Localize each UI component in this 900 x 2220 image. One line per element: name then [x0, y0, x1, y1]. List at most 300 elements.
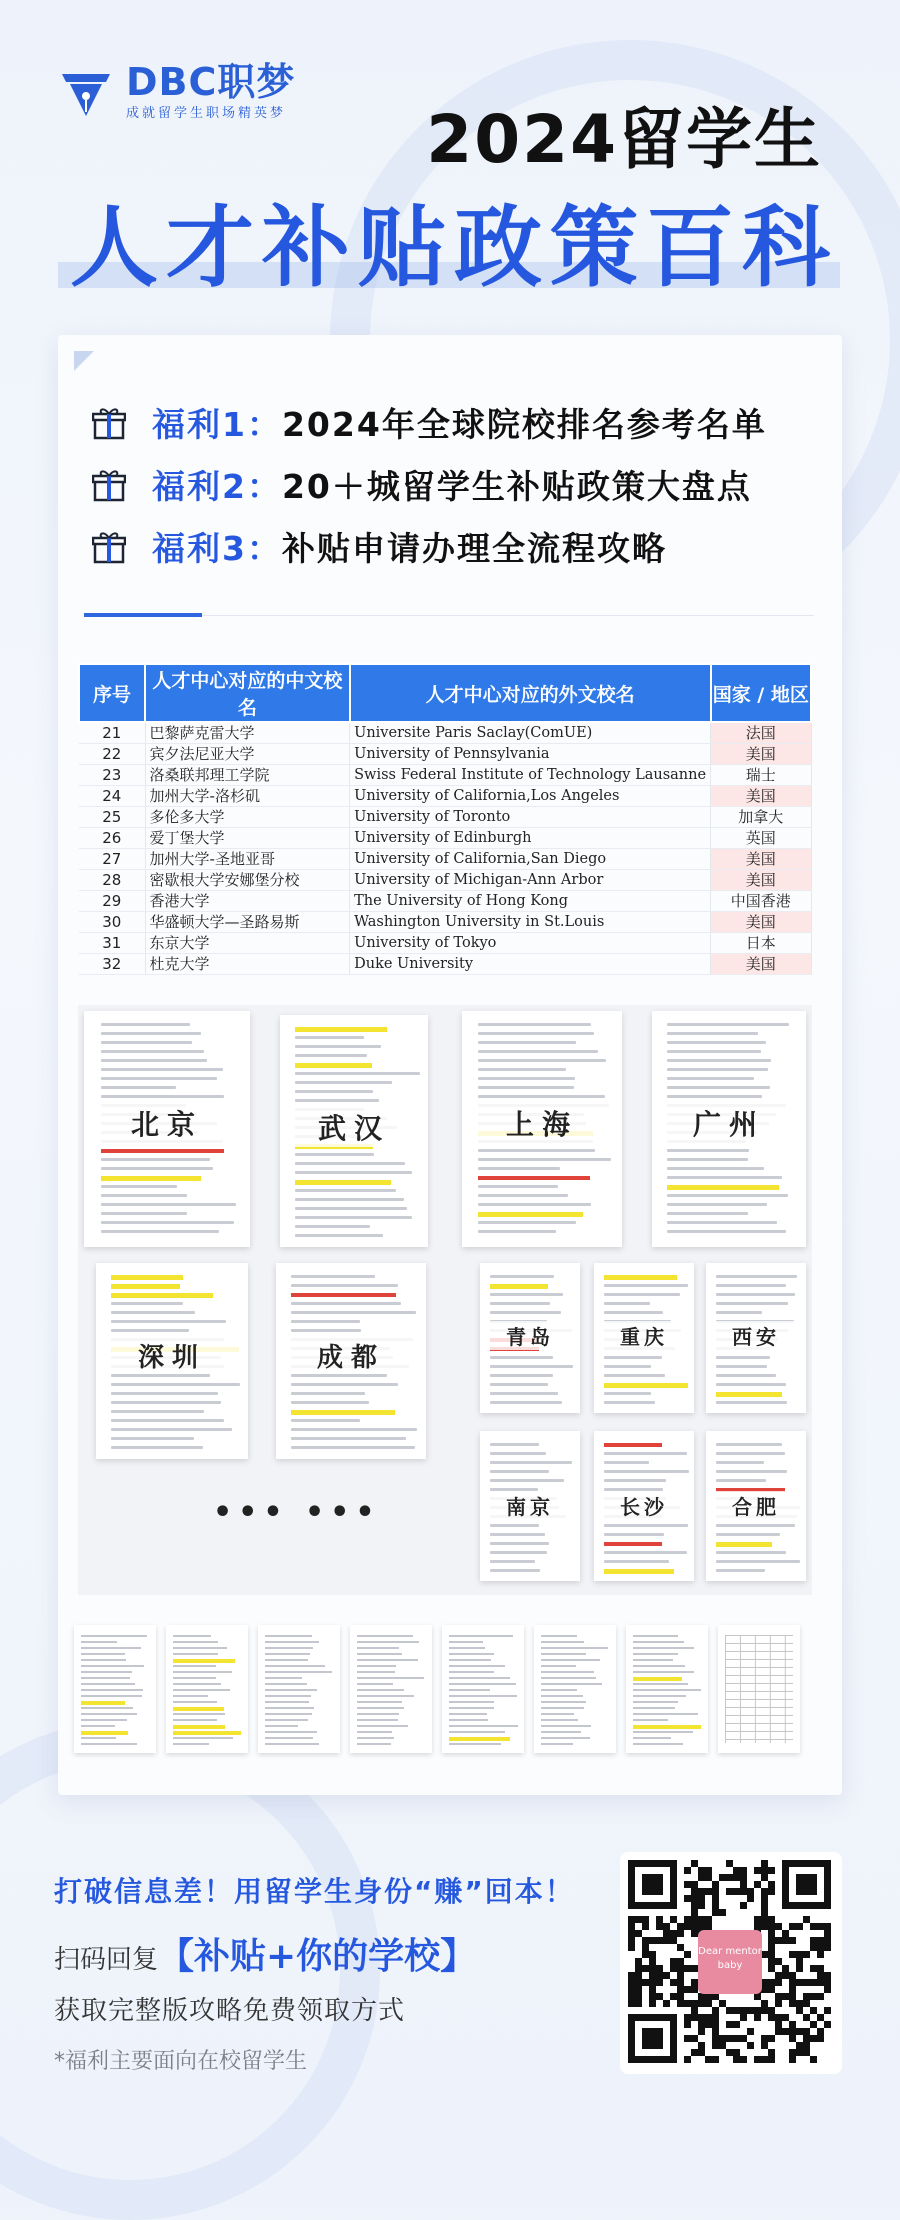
thumbnail-text-line — [541, 1677, 596, 1679]
thumbnail-text-line — [265, 1719, 308, 1721]
thumbnail-text-line — [81, 1635, 147, 1637]
city-label: 广州 — [652, 1103, 806, 1143]
document-text-line — [716, 1533, 780, 1536]
document-text-line — [101, 1230, 219, 1233]
cell-chinese-name: 爱丁堡大学 — [145, 828, 350, 849]
document-text-line — [667, 1068, 768, 1071]
cell-chinese-name: 东京大学 — [145, 933, 350, 954]
document-text-line — [604, 1374, 665, 1377]
thumbnail-text-line — [357, 1707, 404, 1709]
document-text-line — [490, 1275, 554, 1278]
document-text-line — [604, 1479, 666, 1482]
thumbnail-text-line — [265, 1653, 310, 1655]
thumbnail-text-line — [633, 1725, 702, 1729]
thumbnail-text-line — [81, 1713, 138, 1715]
document-text-line — [101, 1194, 187, 1197]
document-text-line — [604, 1542, 662, 1546]
cell-chinese-name: 宾夕法尼亚大学 — [145, 744, 350, 765]
document-text-line — [295, 1189, 396, 1192]
table-row — [79, 870, 811, 891]
thumbnail-text-line — [81, 1731, 129, 1735]
thumbnail-text-line — [541, 1713, 574, 1715]
thumbnail-text-line — [265, 1665, 325, 1667]
document-text-line — [478, 1194, 568, 1197]
document-text-line — [291, 1275, 375, 1278]
document-text-line — [101, 1059, 208, 1062]
document-text-line — [604, 1560, 669, 1563]
cell-index: 22 — [79, 744, 145, 765]
qr-code[interactable] — [620, 1852, 842, 2074]
gift-icon — [92, 530, 126, 564]
document-text-line — [716, 1383, 786, 1386]
cell-country: 中国香港 — [711, 891, 811, 912]
document-text-line — [478, 1212, 583, 1217]
pen-nib-icon — [58, 64, 114, 120]
cell-foreign-name: University of Michigan-Ann Arbor — [350, 870, 711, 891]
document-beijing — [84, 1011, 250, 1247]
table-row — [79, 828, 811, 849]
document-text-line — [478, 1077, 575, 1080]
thumbnail-text-line — [81, 1665, 145, 1667]
thumbnail-text-line — [81, 1701, 125, 1705]
document-text-line — [604, 1551, 687, 1554]
document-text-line — [295, 1072, 420, 1075]
document-text-line — [604, 1311, 663, 1314]
thumbnail-text-line — [633, 1653, 678, 1655]
city-label: 南京 — [480, 1491, 580, 1520]
thumbnail-text-line — [633, 1695, 686, 1697]
city-label: 重庆 — [594, 1321, 694, 1350]
cell-chinese-name: 香港大学 — [145, 891, 350, 912]
document-text-line — [295, 1207, 407, 1210]
document-text-line — [101, 1221, 234, 1224]
thumbnail-text-line — [541, 1683, 602, 1685]
cell-country: 英国 — [711, 828, 811, 849]
thumbnail-text-line — [265, 1677, 302, 1679]
scan-instruction — [54, 1928, 476, 1979]
cell-foreign-name: University of California,San Diego — [350, 849, 711, 870]
document-thumbnail-table — [718, 1625, 800, 1753]
thumbnail-text-line — [265, 1725, 298, 1727]
brand-name: DBC职梦 — [126, 60, 296, 104]
document-text-line — [667, 1023, 789, 1026]
year-title: 2024留学生 — [426, 101, 822, 178]
cell-index: 26 — [79, 828, 145, 849]
thumbnail-text-line — [633, 1671, 694, 1673]
document-text-line — [111, 1284, 180, 1289]
document-text-line — [490, 1533, 545, 1536]
thumbnail-text-line — [541, 1641, 584, 1643]
cell-index: 32 — [79, 954, 145, 975]
document-text-line — [716, 1275, 797, 1278]
cell-foreign-name: University of Pennsylvania — [350, 744, 711, 765]
city-label: 深圳 — [96, 1337, 248, 1374]
document-text-line — [667, 1095, 762, 1098]
document-text-line — [478, 1095, 605, 1098]
document-thumbnail — [626, 1625, 708, 1753]
table-row — [79, 807, 811, 828]
document-text-line — [478, 1059, 606, 1062]
thumbnail-text-line — [81, 1671, 133, 1673]
thumbnail-text-line — [357, 1635, 413, 1637]
document-nanjing — [480, 1431, 580, 1581]
city-label: 合肥 — [706, 1491, 806, 1520]
document-text-line — [716, 1443, 782, 1446]
document-text-line — [490, 1452, 546, 1455]
document-text-line — [716, 1365, 767, 1368]
thumbnail-text-line — [81, 1683, 135, 1685]
document-text-line — [478, 1050, 598, 1053]
thumbnail-text-line — [81, 1677, 131, 1679]
document-text-line — [716, 1356, 770, 1359]
document-text-line — [291, 1410, 395, 1415]
document-text-line — [111, 1401, 221, 1404]
document-wuhan — [280, 1015, 428, 1247]
qr-center-text: Dear mentor — [698, 1946, 762, 1957]
thumbnail-text-line — [541, 1659, 601, 1661]
reply-keyword: 【补贴+你的学校】 — [158, 1936, 477, 1977]
cell-foreign-name: Washington University in St.Louis — [350, 912, 711, 933]
thumbnail-text-line — [265, 1713, 312, 1715]
document-text-line — [667, 1158, 747, 1161]
document-text-line — [291, 1374, 387, 1377]
thumbnail-text-line — [541, 1647, 608, 1649]
document-text-line — [291, 1311, 416, 1314]
document-text-line — [716, 1470, 787, 1473]
table-row — [79, 891, 811, 912]
document-text-line — [295, 1045, 381, 1048]
cell-chinese-name: 华盛顿大学—圣路易斯 — [145, 912, 350, 933]
benefit-item-1 — [92, 399, 767, 446]
thumbnail-text-line — [265, 1695, 312, 1697]
thumbnail-text-line — [633, 1635, 679, 1637]
document-text-line — [490, 1374, 553, 1377]
thumbnail-text-line — [541, 1695, 583, 1697]
document-text-line — [490, 1470, 549, 1473]
cell-chinese-name: 洛桑联邦理工学院 — [145, 765, 350, 786]
document-text-line — [295, 1081, 392, 1084]
ranking-table — [78, 663, 812, 975]
document-text-line — [295, 1216, 412, 1219]
cell-country: 美国 — [711, 954, 811, 975]
thumbnail-text-line — [633, 1683, 688, 1685]
thumbnail-text-line — [449, 1641, 484, 1643]
cell-index: 23 — [79, 765, 145, 786]
document-text-line — [604, 1452, 687, 1455]
document-text-line — [667, 1212, 747, 1215]
city-label: 青岛 — [480, 1321, 580, 1350]
document-text-line — [667, 1032, 758, 1035]
document-text-line — [101, 1095, 224, 1098]
cell-index: 31 — [79, 933, 145, 954]
document-text-line — [604, 1443, 662, 1447]
thumbnail-text-line — [265, 1683, 307, 1685]
divider-accent — [84, 613, 202, 617]
thumbnail-text-line — [265, 1659, 309, 1661]
document-text-line — [111, 1446, 203, 1449]
document-text-line — [295, 1090, 373, 1093]
thumbnail-text-line — [633, 1689, 701, 1691]
thumbnail-text-line — [541, 1701, 587, 1703]
thumbnail-text-line — [449, 1653, 494, 1655]
thumbnail-text-line — [449, 1725, 519, 1727]
thumbnail-text-line — [81, 1695, 143, 1697]
document-text-line — [490, 1569, 540, 1572]
content-card — [58, 335, 842, 1795]
document-text-line — [101, 1176, 201, 1181]
document-text-line — [295, 1063, 372, 1068]
thumbnail-text-line — [173, 1677, 216, 1679]
cell-index: 28 — [79, 870, 145, 891]
thumbnail-text-line — [173, 1647, 228, 1649]
document-text-line — [490, 1443, 539, 1446]
thumbnail-text-line — [265, 1689, 317, 1691]
cell-index: 21 — [79, 722, 145, 744]
thumbnail-text-line — [541, 1635, 578, 1637]
thumbnail-text-line — [449, 1731, 505, 1733]
thumbnail-text-line — [173, 1725, 225, 1729]
document-text-line — [111, 1293, 213, 1298]
city-policy-documents — [78, 1005, 812, 1595]
table-row — [79, 933, 811, 954]
document-text-line — [604, 1383, 688, 1388]
document-text-line — [111, 1329, 189, 1332]
document-text-line — [490, 1311, 561, 1314]
thumbnail-text-line — [173, 1719, 218, 1721]
document-text-line — [101, 1149, 224, 1153]
document-text-line — [478, 1203, 591, 1206]
document-text-line — [490, 1284, 548, 1289]
document-text-line — [478, 1167, 560, 1170]
cell-country: 日本 — [711, 933, 811, 954]
column-header-index: 序号 — [79, 664, 145, 722]
document-text-line — [716, 1551, 786, 1554]
document-thumbnail — [166, 1625, 248, 1753]
table-header-row — [79, 664, 811, 722]
cell-chinese-name: 加州大学-圣地亚哥 — [145, 849, 350, 870]
table-row — [79, 912, 811, 933]
thumbnail-text-line — [449, 1659, 491, 1661]
thumbnail-text-line — [357, 1671, 395, 1673]
document-text-line — [604, 1284, 688, 1287]
benefit-text: 20＋城留学生补贴政策大盘点 — [281, 467, 752, 506]
document-text-line — [291, 1293, 396, 1297]
document-text-line — [295, 1036, 364, 1039]
thumbnail-text-line — [357, 1647, 400, 1649]
document-text-line — [667, 1041, 766, 1044]
thumbnail-text-line — [173, 1701, 218, 1703]
document-text-line — [111, 1419, 224, 1422]
thumbnail-text-line — [449, 1743, 501, 1745]
thumbnail-text-line — [541, 1725, 592, 1727]
document-text-line — [291, 1383, 398, 1386]
document-text-line — [295, 1180, 391, 1185]
thumbnail-text-line — [173, 1743, 210, 1745]
qr-center-logo — [698, 1930, 762, 1994]
document-text-line — [478, 1221, 576, 1224]
thumbnail-text-line — [541, 1653, 586, 1655]
cell-country: 美国 — [711, 786, 811, 807]
benefit-tag: 福利2： — [152, 467, 282, 506]
thumbnail-text-line — [633, 1743, 683, 1745]
thumbnail-text-line — [265, 1743, 319, 1745]
document-text-line — [716, 1401, 787, 1404]
brand-slogan: 成就留学生职场精英梦 — [126, 106, 287, 121]
thumbnail-text-line — [633, 1701, 679, 1703]
thumbnail-text-line — [541, 1719, 579, 1721]
thumbnail-text-line — [357, 1683, 393, 1685]
document-text-line — [101, 1023, 190, 1026]
table-row — [79, 722, 811, 744]
document-text-line — [291, 1392, 365, 1395]
document-text-line — [667, 1185, 778, 1190]
document-text-line — [291, 1401, 369, 1404]
thumbnail-text-line — [541, 1707, 585, 1709]
call-to-action: 打破信息差！用留学生身份“赚”回本！ — [54, 1875, 575, 1908]
thumbnail-text-line — [265, 1671, 332, 1673]
thumbnail-text-line — [357, 1719, 398, 1721]
document-changsha — [594, 1431, 694, 1581]
thumbnail-text-line — [81, 1737, 117, 1739]
thumbnail-text-line — [173, 1665, 217, 1667]
document-text-line — [604, 1392, 651, 1395]
document-thumbnail — [442, 1625, 524, 1753]
thumbnail-text-line — [449, 1671, 495, 1673]
document-text-line — [716, 1452, 785, 1455]
thumbnail-text-line — [265, 1737, 314, 1739]
thumbnail-text-line — [173, 1683, 221, 1685]
document-text-line — [478, 1032, 594, 1035]
cell-country: 瑞士 — [711, 765, 811, 786]
document-text-line — [478, 1086, 574, 1089]
document-text-line — [111, 1410, 203, 1413]
document-text-line — [716, 1461, 764, 1464]
main-title: 人才补贴政策百科 — [70, 196, 839, 299]
document-text-line — [490, 1356, 553, 1359]
thumbnail-text-line — [357, 1689, 404, 1691]
document-text-line — [295, 1153, 375, 1156]
document-text-line — [101, 1212, 188, 1215]
document-text-line — [291, 1446, 415, 1449]
brand-logo — [58, 62, 295, 121]
cell-foreign-name: The University of Hong Kong — [350, 891, 711, 912]
cell-foreign-name: University of Tokyo — [350, 933, 711, 954]
document-text-line — [667, 1221, 777, 1224]
document-text-line — [490, 1542, 549, 1545]
thumbnail-text-line — [449, 1647, 485, 1649]
thumbnail-text-line — [541, 1731, 581, 1733]
document-text-line — [478, 1068, 566, 1071]
document-thumbnail — [350, 1625, 432, 1753]
document-text-line — [295, 1099, 379, 1102]
document-text-line — [667, 1086, 770, 1089]
document-text-line — [295, 1054, 367, 1057]
document-text-line — [716, 1479, 766, 1482]
document-text-line — [604, 1524, 688, 1527]
cell-foreign-name: University of California,Los Angeles — [350, 786, 711, 807]
document-text-line — [716, 1560, 800, 1563]
document-text-line — [101, 1185, 177, 1188]
document-hefei — [706, 1431, 806, 1581]
document-text-line — [101, 1077, 218, 1080]
document-text-line — [490, 1383, 548, 1386]
document-text-line — [667, 1167, 764, 1170]
document-text-line — [604, 1461, 649, 1464]
document-text-line — [490, 1551, 547, 1554]
thumbnail-text-line — [633, 1713, 698, 1715]
document-text-line — [604, 1569, 674, 1574]
document-text-line — [716, 1569, 765, 1572]
document-text-line — [478, 1149, 595, 1152]
benefit-text: 2024年全球院校排名参考名单 — [281, 405, 767, 444]
cell-foreign-name: Duke University — [350, 954, 711, 975]
cell-foreign-name: University of Toronto — [350, 807, 711, 828]
document-thumbnail — [74, 1625, 156, 1753]
document-text-line — [667, 1176, 782, 1179]
thumbnail-text-line — [265, 1641, 319, 1643]
benefit-tag: 福利3： — [152, 529, 282, 568]
table-row — [79, 744, 811, 765]
thumbnail-text-line — [357, 1659, 418, 1661]
thumbnail-text-line — [173, 1689, 231, 1691]
thumbnail-text-line — [449, 1695, 517, 1697]
document-text-line — [101, 1041, 193, 1044]
thumbnail-text-line — [173, 1737, 234, 1739]
city-label: 长沙 — [594, 1491, 694, 1520]
cell-country: 美国 — [711, 870, 811, 891]
document-text-line — [490, 1365, 573, 1368]
table-row — [79, 786, 811, 807]
document-guangzhou — [652, 1011, 806, 1247]
document-text-line — [490, 1560, 535, 1563]
document-text-line — [716, 1392, 782, 1397]
get-guide-text: 获取完整版攻略免费领取方式 — [54, 1996, 406, 2026]
thumbnail-text-line — [173, 1731, 241, 1735]
document-text-line — [291, 1320, 360, 1323]
table-row — [79, 849, 811, 870]
thumbnail-text-line — [449, 1689, 491, 1691]
thumbnail-text-line — [265, 1701, 310, 1703]
document-text-line — [101, 1068, 223, 1071]
document-text-line — [478, 1230, 556, 1233]
cell-country: 美国 — [711, 912, 811, 933]
thumbnail-text-line — [541, 1743, 574, 1745]
document-text-line — [478, 1176, 590, 1180]
document-text-line — [667, 1059, 771, 1062]
document-text-line — [490, 1479, 564, 1482]
thumbnail-text-line — [357, 1653, 402, 1655]
thumbnail-text-line — [173, 1635, 211, 1637]
document-text-line — [716, 1284, 786, 1287]
document-text-line — [604, 1302, 650, 1305]
cell-chinese-name: 多伦多大学 — [145, 807, 350, 828]
cell-index: 30 — [79, 912, 145, 933]
document-text-line — [667, 1194, 788, 1197]
document-text-line — [667, 1077, 753, 1080]
thumbnail-text-line — [265, 1707, 314, 1709]
document-text-line — [490, 1293, 563, 1296]
thumbnail-text-line — [357, 1725, 409, 1727]
benefit-item-2 — [92, 461, 752, 508]
thumbnail-text-line — [449, 1677, 511, 1679]
document-text-line — [111, 1428, 232, 1431]
document-text-line — [604, 1365, 651, 1368]
thumbnail-text-line — [173, 1653, 218, 1655]
document-text-line — [295, 1162, 406, 1165]
document-text-line — [667, 1050, 761, 1053]
thumbnail-text-line — [81, 1659, 126, 1661]
thumbnail-text-line — [265, 1635, 312, 1637]
